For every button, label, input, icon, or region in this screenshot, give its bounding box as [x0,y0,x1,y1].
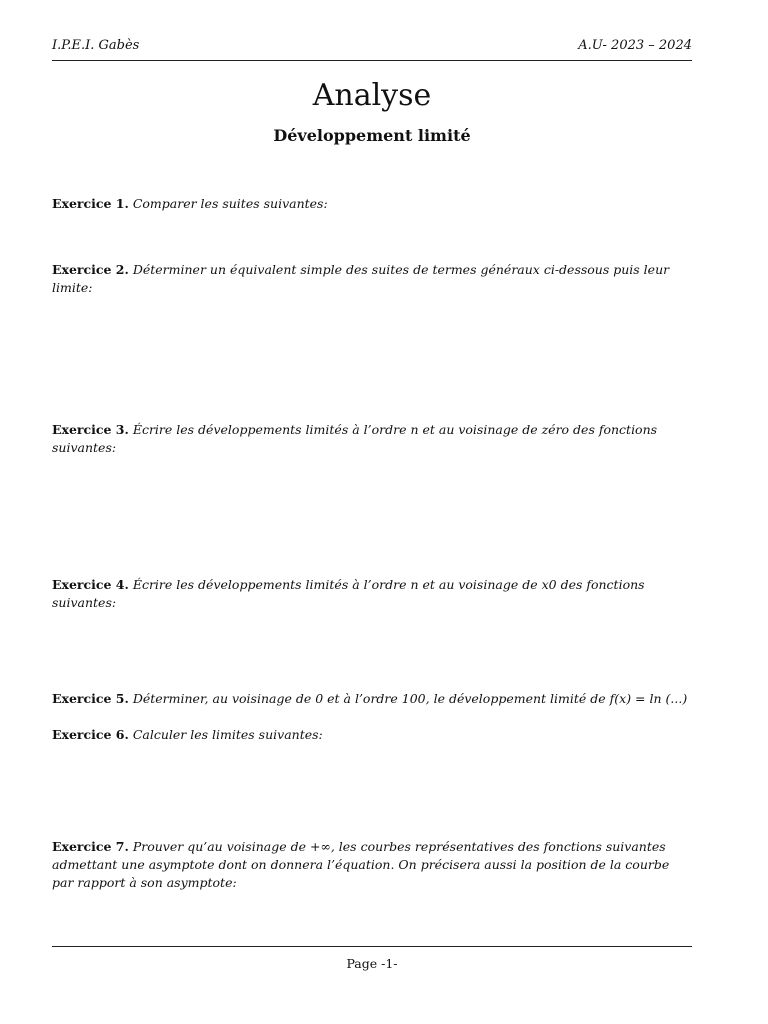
exercise-label: Exercice 1. [52,196,129,211]
exercise-instruction: Comparer les suites suivantes: [132,196,328,211]
exercise-label: Exercice 4. [52,577,129,592]
exercise-label: Exercice 7. [52,839,129,854]
exercise-label: Exercice 6. [52,727,129,742]
exercise-3 [52,421,692,457]
page-title: Analyse [312,78,432,113]
exercise-5 [52,690,692,708]
footer-rule [52,946,692,947]
header-rule [52,60,692,61]
exercise-7 [52,838,692,892]
exercise-instruction: Prouver qu’au voisinage de +∞, les courbes représentatives des fonctions suivantes admettant une asymptote dont on donnera l’équation. On précisera aussi la position de la courbe par rapport à son asymptote: [52,839,670,890]
exercise-instruction: Déterminer, au voisinage de 0 et à l’ordre 100, le développement limité de f(x) = ln (...) [132,691,688,706]
exercise-instruction: Écrire les développements limités à l’ordre n et au voisinage de x0 des fonctions suivantes: [52,577,645,610]
exercise-6 [52,726,692,744]
page-number: Page -1- [346,956,398,971]
exercise-4 [52,576,692,612]
exercise-label: Exercice 3. [52,422,129,437]
exercise-instruction: Calculer les limites suivantes: [132,727,323,742]
exercise-instruction: Déterminer un équivalent simple des suites de termes généraux ci-dessous puis leur limite: [52,262,670,295]
exercise-label: Exercice 5. [52,691,129,706]
page-header [52,38,692,53]
exercise-instruction: Écrire les développements limités à l’ordre n et au voisinage de zéro des fonctions suivantes: [52,422,658,455]
exercise-label: Exercice 2. [52,262,129,277]
page-subtitle: Développement limité [273,126,471,145]
exercise-2 [52,261,692,297]
institution-name: I.P.E.I. Gabès [52,38,140,53]
academic-year: A.U- 2023 – 2024 [578,38,692,53]
exercise-1 [52,195,692,213]
